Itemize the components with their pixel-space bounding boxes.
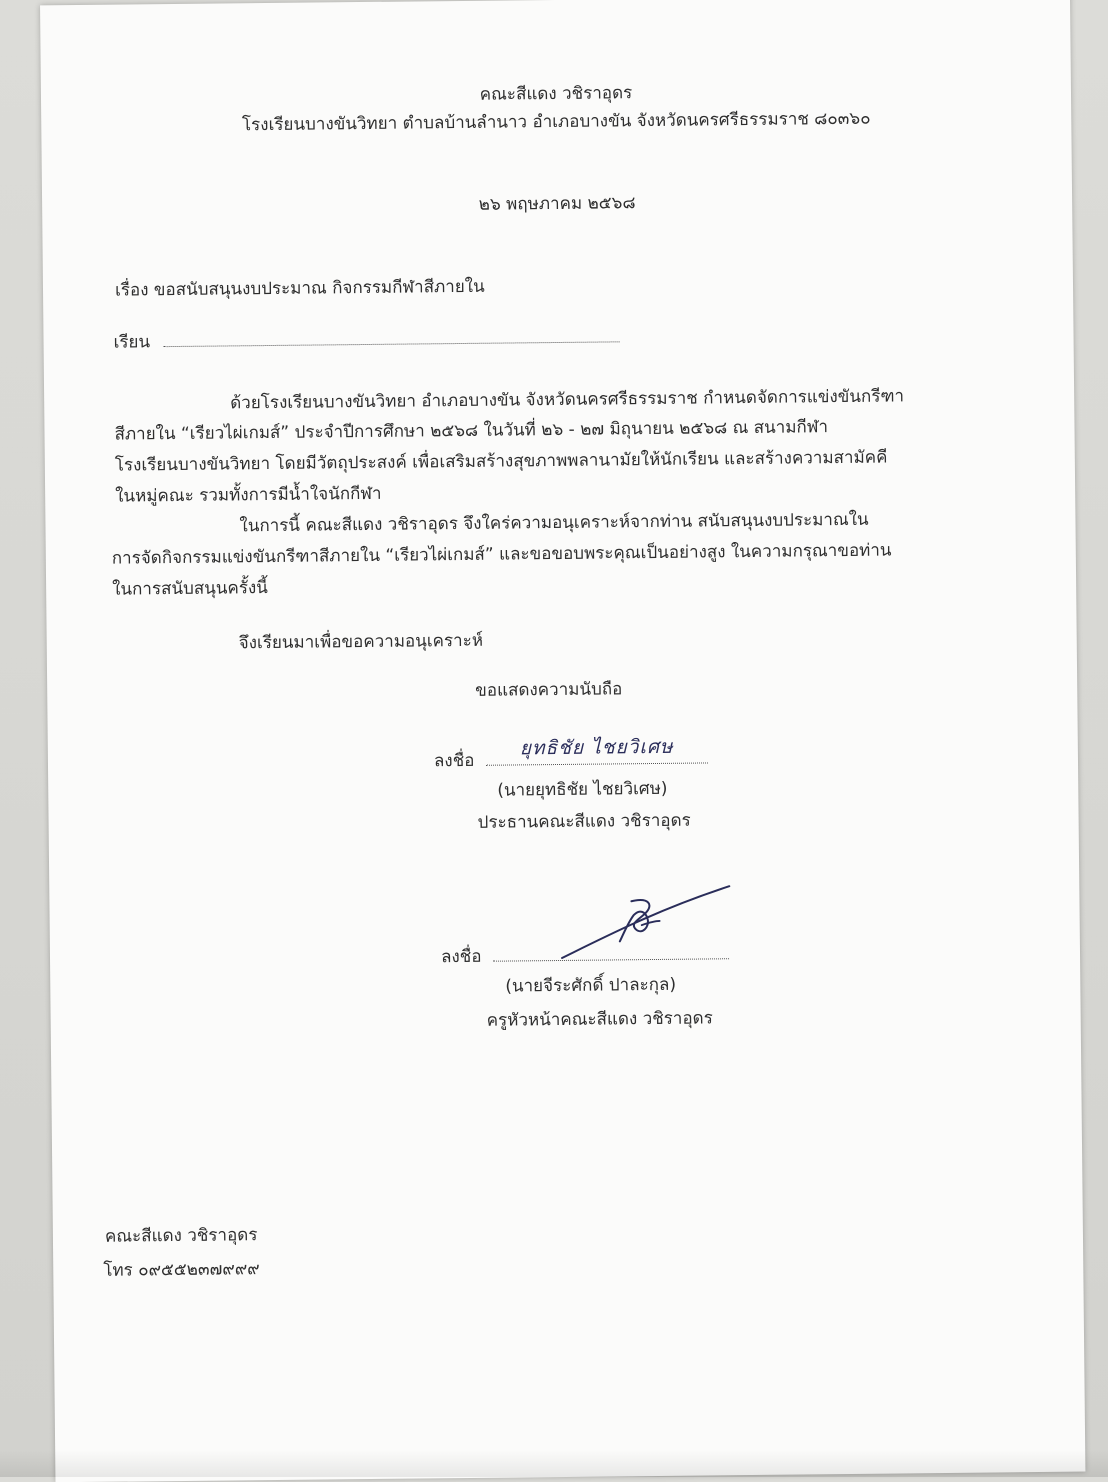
signer1-handwritten-signature: ยุทธิชัย ไชยวิเศษ <box>519 735 674 760</box>
body-paragraph-2-line-1: ในการนี้ คณะสีแดง วชิราอุดร จึงใคร่ความอนุเคราะห์จากท่าน สนับสนุนงบประมาณใน <box>239 509 869 537</box>
signer1-sign-label: ลงชื่อ <box>433 750 475 772</box>
signer2-sign-label: ลงชื่อ <box>440 946 482 968</box>
letterhead-address: โรงเรียนบางขันวิทยา ตำบลบ้านลำนาว อำเภอบางขัน จังหวัดนครศรีธรรมราช ๘๐๓๖๐ <box>241 108 871 136</box>
recipient-blank-line <box>163 325 619 347</box>
letter-salutation <box>113 325 619 354</box>
signer1-position: ประธานคณะสีแดง วชิราอุดร <box>477 810 691 833</box>
signer1-name: (นายยุทธิชัย ไชยวิเศษ) <box>497 778 668 801</box>
signer2-name: (นายจีระศักดิ์ ปาละกุล) <box>505 974 677 997</box>
salutation-label: เรียน <box>113 332 151 353</box>
footer-phone: โทร ๐๙๕๕๒๓๗๙๙๙ <box>103 1259 260 1281</box>
letterhead-org: คณะสีแดง วชิราอุดร <box>479 83 633 105</box>
body-paragraph-2-line-2: การจัดกิจกรรมแข่งขันกรีฑาสีภายใน “เรียวไผ่เกมส์” และขอขอบพระคุณเป็นอย่างสูง ในความกรุณาขอท่าน <box>111 540 892 569</box>
signer2-position: ครูหัวหน้าคณะสีแดง วชิราอุดร <box>486 1008 713 1031</box>
body-paragraph-1-line-4: ในหมู่คณะ รวมทั้งการมีน้ำใจนักกีฬา <box>115 483 382 507</box>
body-paragraph-1-line-2: สีภายใน “เรียวไผ่เกมส์” ประจำปีการศึกษา ๒๕๖๘ ในวันที่ ๒๖ - ๒๗ มิถุนายน ๒๕๖๘ ณ สนามกีฬา <box>114 417 829 445</box>
letter-page <box>40 0 1085 1482</box>
table-shadow <box>0 1450 1108 1477</box>
body-paragraph-2-line-3: ในการสนับสนุนครั้งนี้ <box>112 578 268 600</box>
body-paragraph-1-line-3: โรงเรียนบางขันวิทยา โดยมีวัตถุประสงค์ เพื่อเสริมสร้างสุขภาพพลานามัยให้นักเรียน และสร้างความสามัคคี <box>114 447 888 476</box>
letter-subject: เรื่อง ขอสนับสนุนงบประมาณ กิจกรรมกีฬาสีภายใน <box>114 276 485 301</box>
letter-date: ๒๖ พฤษภาคม ๒๕๖๘ <box>478 193 636 215</box>
complimentary-close: ขอแสดงความนับถือ <box>475 679 623 701</box>
body-paragraph-1-line-1: ด้วยโรงเรียนบางขันวิทยา อำเภอบางขัน จังหวัดนครศรีธรรมราช กำหนดจัดการแข่งขันกรีฑา <box>230 386 905 414</box>
footer-org: คณะสีแดง วชิราอุดร <box>104 1225 258 1247</box>
signer2-handwritten-signature <box>549 878 740 970</box>
closing-request: จึงเรียนมาเพื่อขอความอนุเคราะห์ <box>238 630 484 654</box>
